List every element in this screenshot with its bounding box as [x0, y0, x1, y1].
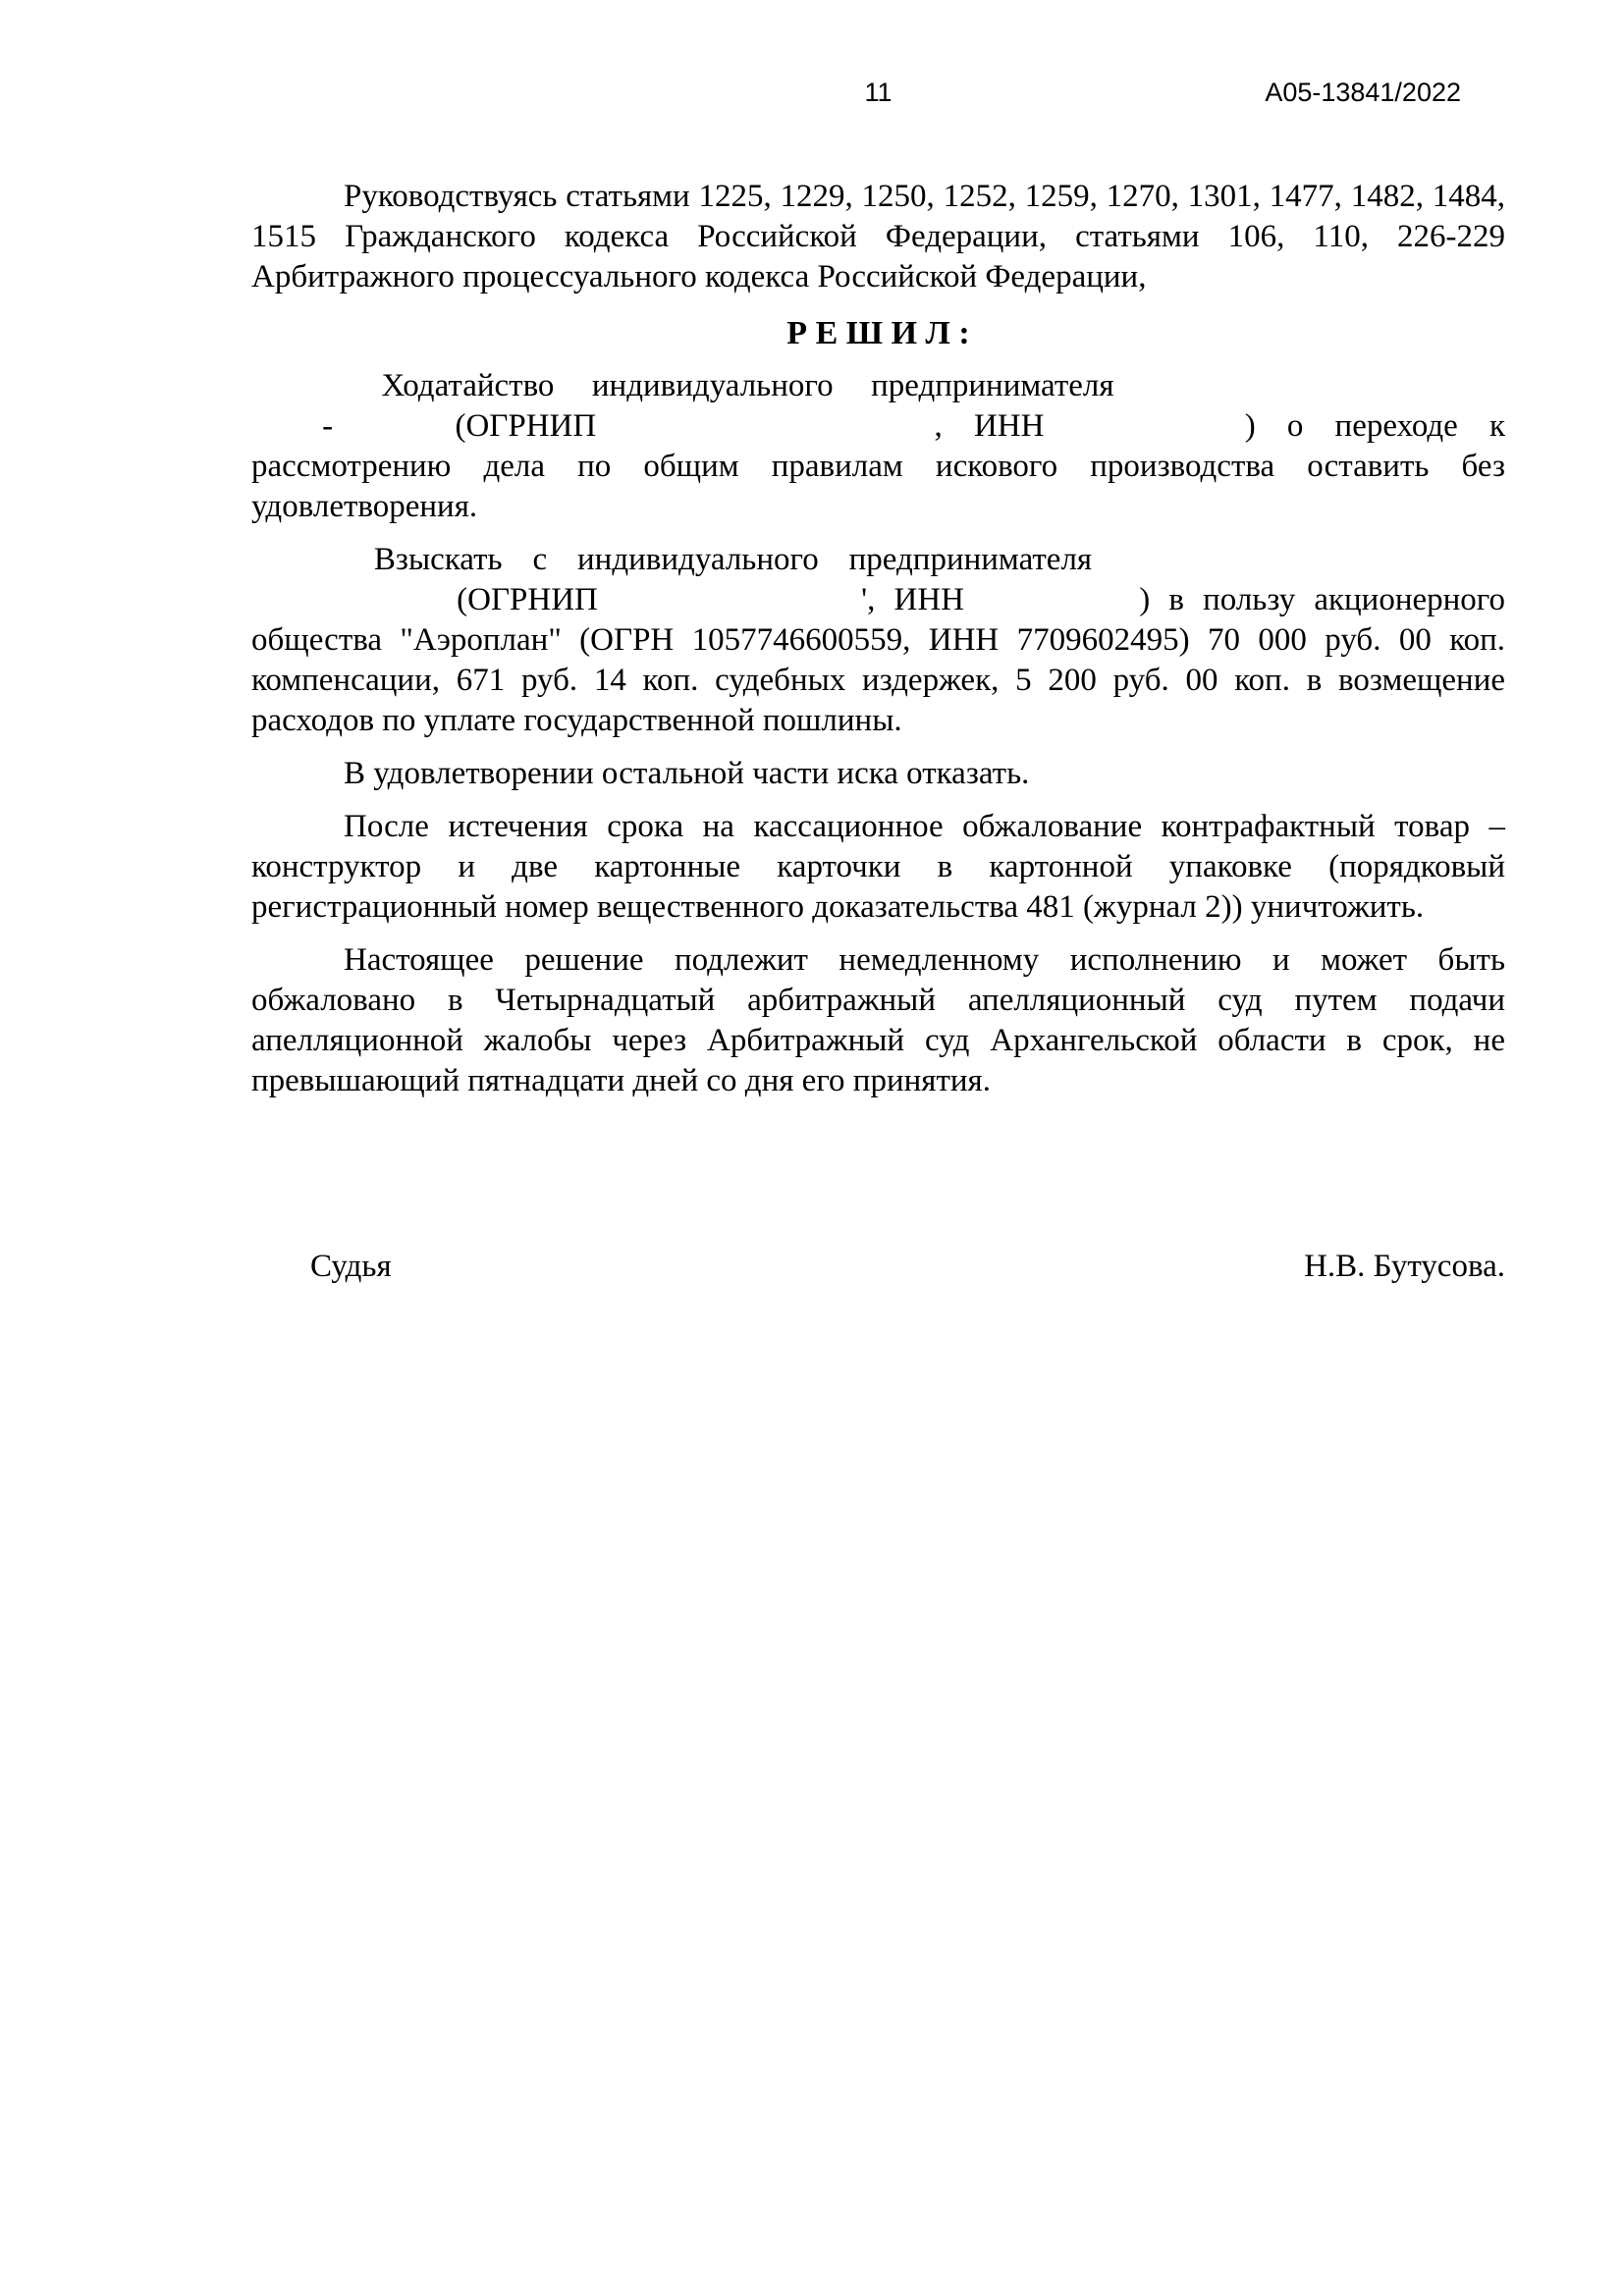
paragraph-claim-denied: В удовлетворении остальной части иска отказать.	[344, 756, 1030, 791]
paragraph-recovery-ruling	[251, 540, 1505, 741]
motion-line-1	[251, 366, 1505, 406]
recovery-text: Взыскать с индивидуального предпринимателя	[373, 542, 1093, 577]
redacted-name-gap	[1122, 568, 1505, 569]
page-number: 11	[864, 78, 893, 107]
recovery-line-1	[251, 540, 1505, 580]
case-number: А05-13841/2022	[1265, 78, 1461, 107]
recovery-continuation: общества "Аэроплан" (ОГРН 1057746600559, ИНН 7709602495) 70 000 руб. 00 коп. компенсации, 671 руб. 14 коп. судебных издержек, 5 200 руб. 00 коп. в возмещение расходов по уплате государственной пошлины.	[251, 622, 1505, 738]
recovery-tail-text: ) в пользу акционерного	[1139, 582, 1506, 617]
redacted-inn-gap	[983, 609, 1120, 610]
motion-line-2	[251, 406, 1505, 447]
signature-block	[0, 1247, 1623, 1287]
paragraph-motion-ruling	[251, 366, 1505, 527]
decision-text	[0, 177, 1623, 1101]
motion-continuation: рассмотрению дела по общим правилам искового производства оставить без удовлетворения.	[251, 449, 1505, 524]
redacted-ogrnip-gap	[617, 609, 842, 610]
redaction-artifact: -	[322, 408, 334, 444]
inn-label: ', ИНН	[861, 582, 964, 617]
first-line-indent	[251, 568, 344, 569]
line-lead-gap	[251, 435, 291, 436]
first-line-indent	[251, 395, 344, 396]
page-header	[0, 0, 1623, 108]
inn-label: , ИНН	[934, 408, 1045, 444]
redacted-name-gap	[1152, 395, 1505, 396]
decision-heading: Р Е Ш И Л :	[786, 315, 970, 351]
redacted-inn-gap	[1076, 435, 1214, 436]
paragraph-legal-basis: Руководствуясь статьями 1225, 1229, 1250, 1252, 1259, 1270, 1301, 1477, 1482, 1484, 1515 Гражданского кодекса Российской Федерации, статьями 106, 110, 226-229 Арбитражного процессуального кодекса Российской Федерации,	[251, 179, 1505, 294]
redacted-ogrnip-gap	[627, 435, 902, 436]
judge-name: Н.В. Бутусова.	[1304, 1249, 1505, 1284]
ogrnip-label: (ОГРНИП	[457, 582, 598, 617]
recovery-line-2	[251, 580, 1505, 620]
motion-text: Ходатайство индивидуального предпринимателя	[381, 368, 1114, 403]
motion-tail-text: ) о переходе к	[1244, 408, 1505, 444]
line-lead-gap	[251, 609, 438, 610]
redaction-gap	[364, 435, 423, 436]
paragraph-destroy-goods: После истечения срока на кассационное обжалование контрафактный товар – конструктор и две картонные карточки в картонной упаковке (порядковый регистрационный номер вещественного доказательства 481 (журнал 2)) уничтожить.	[251, 809, 1505, 925]
ogrnip-label: (ОГРНИП	[455, 408, 597, 444]
judge-role-label: Судья	[310, 1249, 392, 1284]
paragraph-appeal-procedure: Настоящее решение подлежит немедленному исполнению и может быть обжаловано в Четырнадцатый арбитражный апелляционный суд путем подачи апелляционной жалобы через Арбитражный суд Архангельской области в срок, не превышающий пятнадцати дней со дня его принятия.	[251, 942, 1505, 1098]
